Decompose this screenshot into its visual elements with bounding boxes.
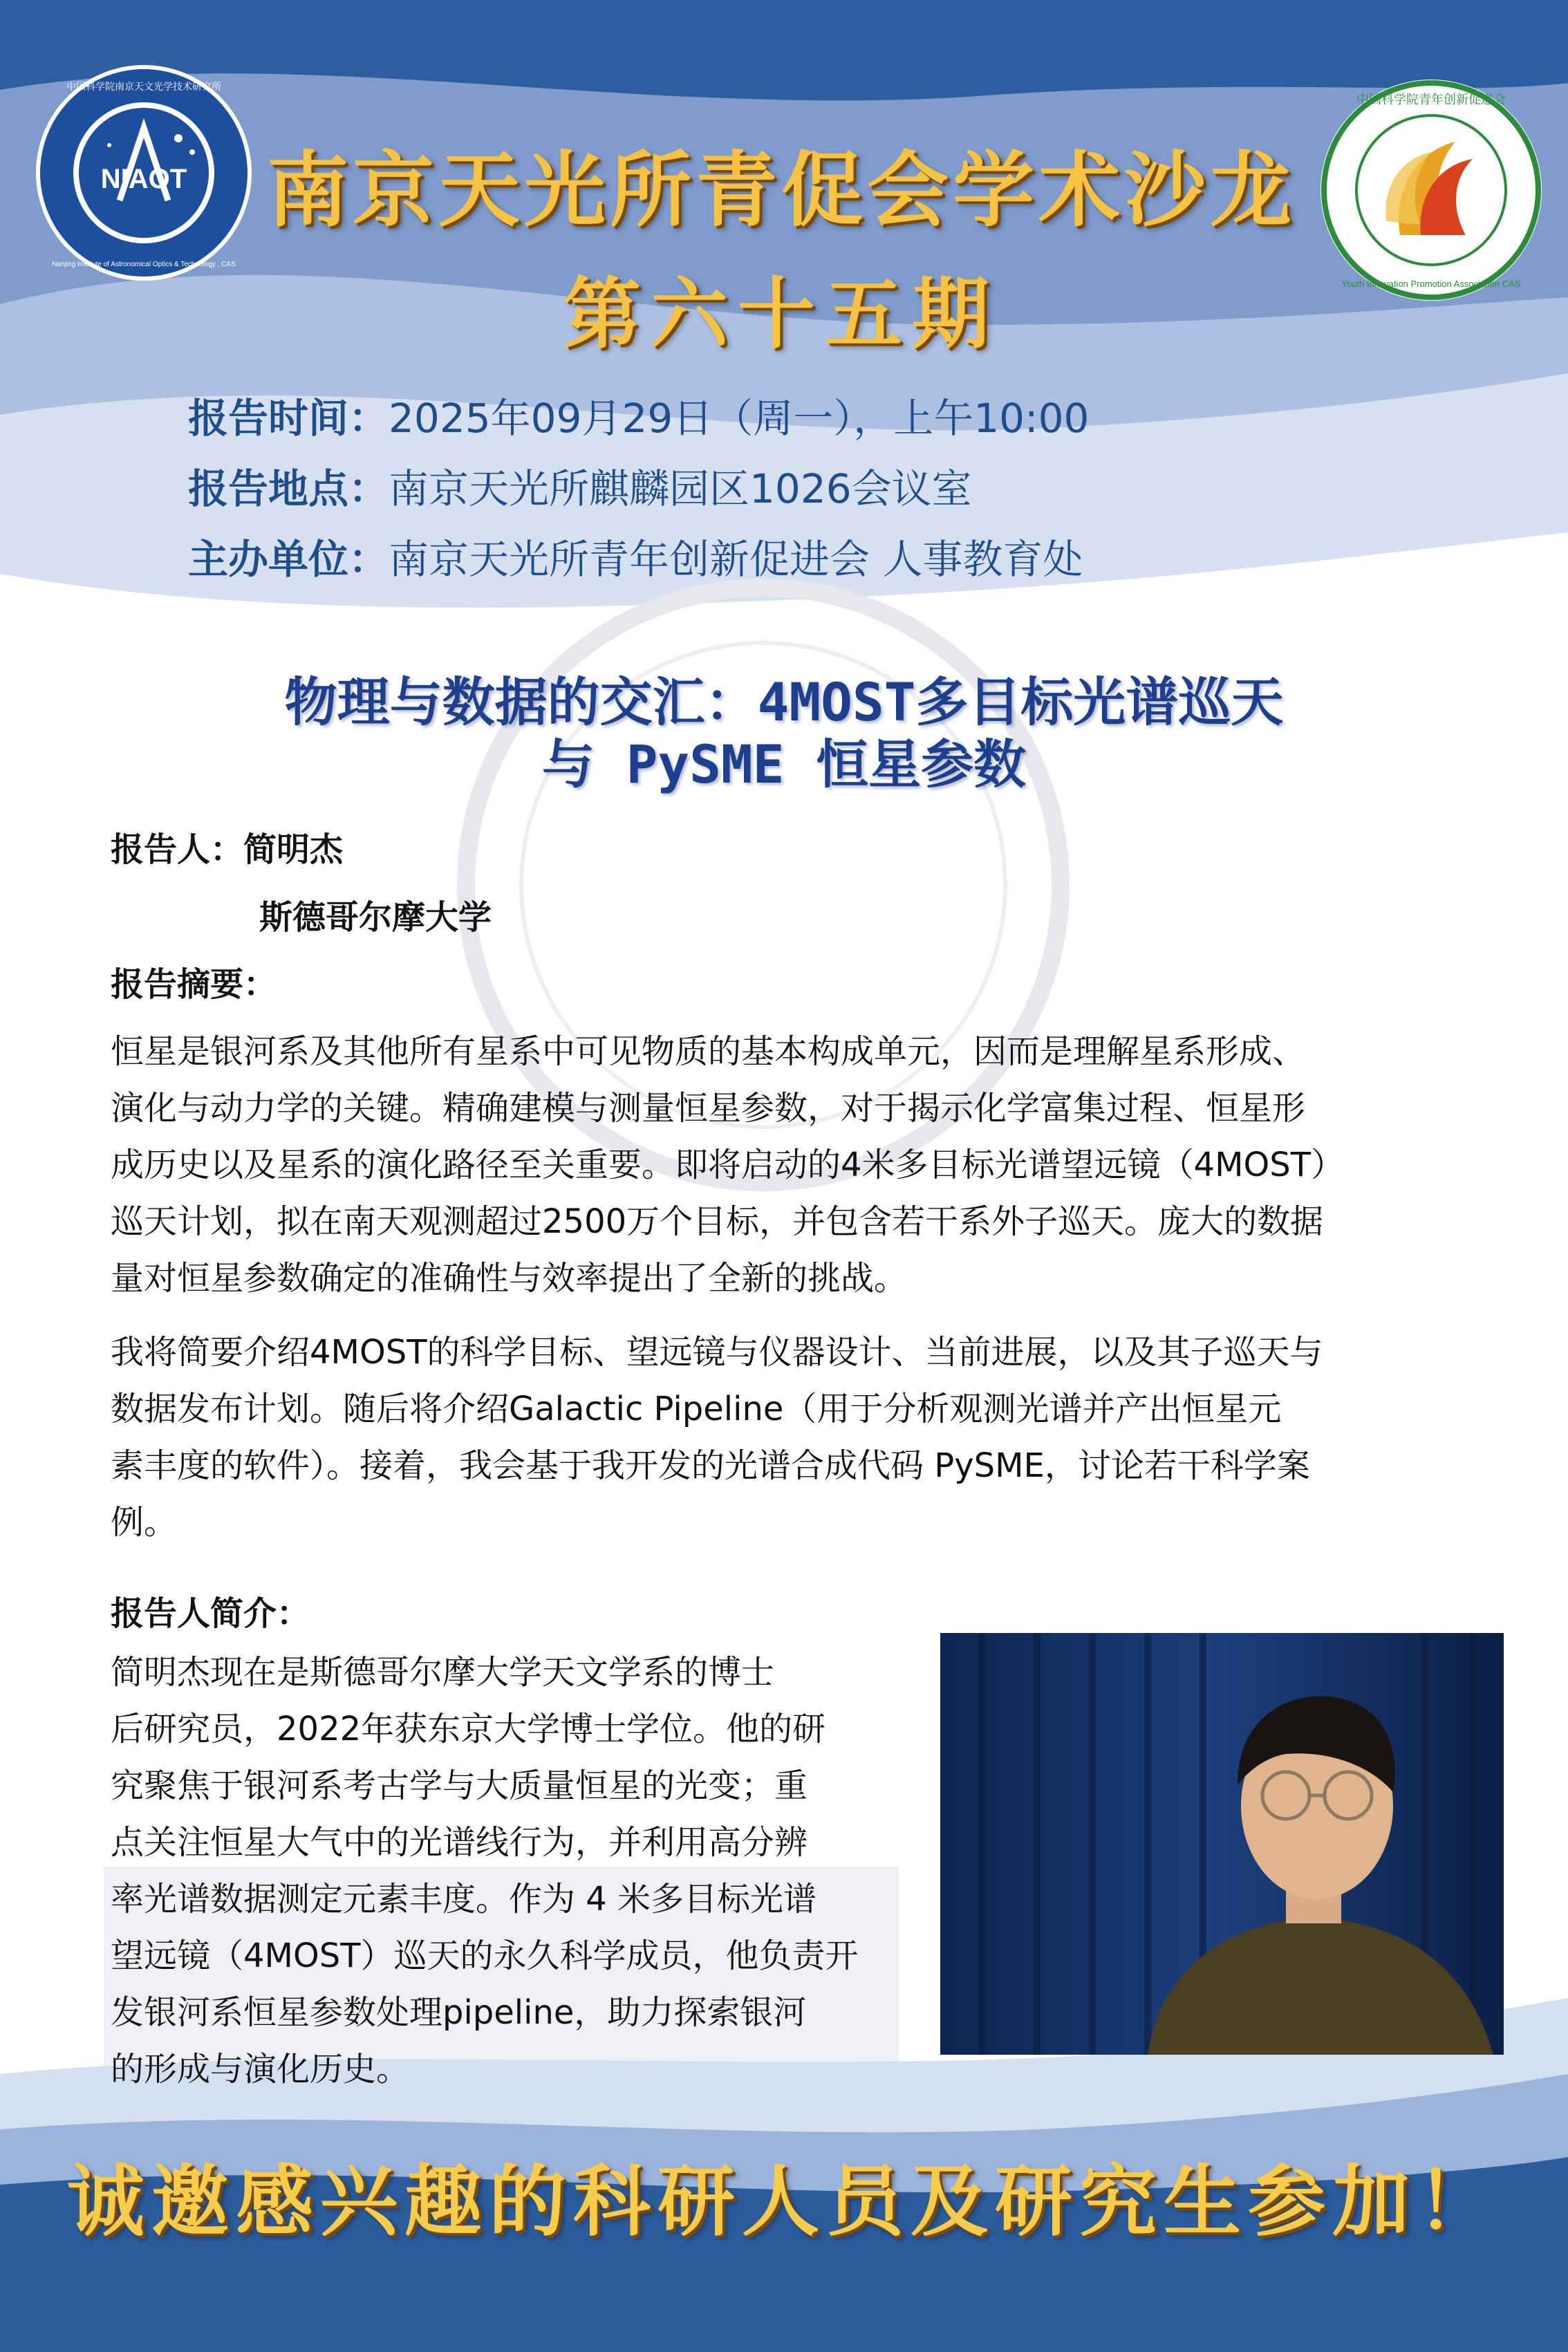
niaot-ring-text: 中国科学院南京天文光学技术研究所 [66,82,221,93]
info-time-label: 报告时间： [188,395,389,442]
speaker-affiliation: 斯德哥尔摩大学 [259,898,492,937]
speaker-photo-illustration [940,1633,1504,2055]
youth-ring-text-en: Youth Innovation Promotion Association CAS [1341,279,1521,289]
speaker-name: 简明杰 [243,830,344,869]
info-organizer-label: 主办单位： [188,536,389,583]
bio-line: 率光谱数据测定元素丰度。作为 4 米多目标光谱 [111,1880,817,1919]
niaot-ring-text-en: Nanjing Institute of Astronomical Optics & Technology , CAS [52,261,236,268]
speaker-line [111,823,343,870]
bio-line: 的形成与演化历史。 [111,2050,410,2089]
abstract-line: 数据发布计划。随后将介绍Galactic Pipeline（用于分析观测光谱并产出恒星元 [111,1390,1282,1428]
info-place [188,456,972,514]
info-place-value: 南京天光所麒麟园区1026会议室 [389,465,972,512]
abstract-line: 例。 [111,1503,178,1542]
speaker-photo [940,1633,1504,2055]
speaker-label: 报告人： [111,830,244,869]
bio-line: 望远镜（4MOST）巡天的永久科学成员，他负责开 [111,1936,859,1975]
bio-line: 究聚焦于银河系考古学与大质量恒星的光变；重 [111,1766,808,1805]
abstract-line: 素丰度的软件）。接着，我会基于我开发的光谱合成代码 PySME，讨论若干科学案 [111,1446,1310,1485]
abstract-line: 恒星是银河系及其他所有星系中可见物质的基本构成单元，因而是理解星系形成、 [111,1032,1306,1071]
issue-number: 第六十五期 [563,269,999,360]
salon-title: 南京天光所青促会学术沙龙 [266,142,1296,238]
abstract-line: 成历史以及星系的演化路径至关重要。即将启动的4米多目标光谱望远镜（4MOST） [111,1146,1345,1184]
talk-title-line2: 与 PySME 恒星参数 [541,734,1027,795]
bio-line: 简明杰现在是斯德哥尔摩大学天文学系的博士 [111,1653,775,1692]
info-organizer-value: 南京天光所青年创新促进会 人事教育处 [389,536,1083,583]
bio-label: 报告人简介： [111,1594,310,1633]
niaot-logo [33,62,254,283]
invitation-banner: 诚邀感兴趣的科研人员及研究生参加！ [67,2156,1501,2247]
bio-line: 发银河系恒星参数处理pipeline，助力探索银河 [111,1993,807,2032]
info-time [188,386,1089,444]
youth-ring-text: 中国科学院青年创新促进会 [1356,93,1506,107]
bio-line: 点关注恒星大气中的光谱线行为，并利用高分辨 [111,1823,808,1862]
info-place-label: 报告地点： [188,465,389,512]
abstract-label: 报告摘要： [111,965,277,1004]
info-time-value: 2025年09月29日（周一），上午10:00 [389,395,1090,442]
abstract-line: 量对恒星参数确定的准确性与效率提出了全新的挑战。 [111,1259,908,1298]
niaot-mark: NIAOT [100,164,187,194]
info-organizer [188,527,1083,585]
youth-association-logo [1317,76,1545,304]
talk-title-line1: 物理与数据的交汇：4MOST多目标光谱巡天 [284,671,1284,733]
abstract-line: 巡天计划，拟在南天观测超过2500万个目标，并包含若干系外子巡天。庞大的数据 [111,1202,1324,1241]
abstract-line: 我将简要介绍4MOST的科学目标、望远镜与仪器设计、当前进展，以及其子巡天与 [111,1333,1323,1372]
bio-line: 后研究员，2022年获东京大学博士学位。他的研 [111,1710,826,1748]
abstract-line: 演化与动力学的关键。精确建模与测量恒星参数，对于揭示化学富集过程、恒星形 [111,1089,1306,1128]
